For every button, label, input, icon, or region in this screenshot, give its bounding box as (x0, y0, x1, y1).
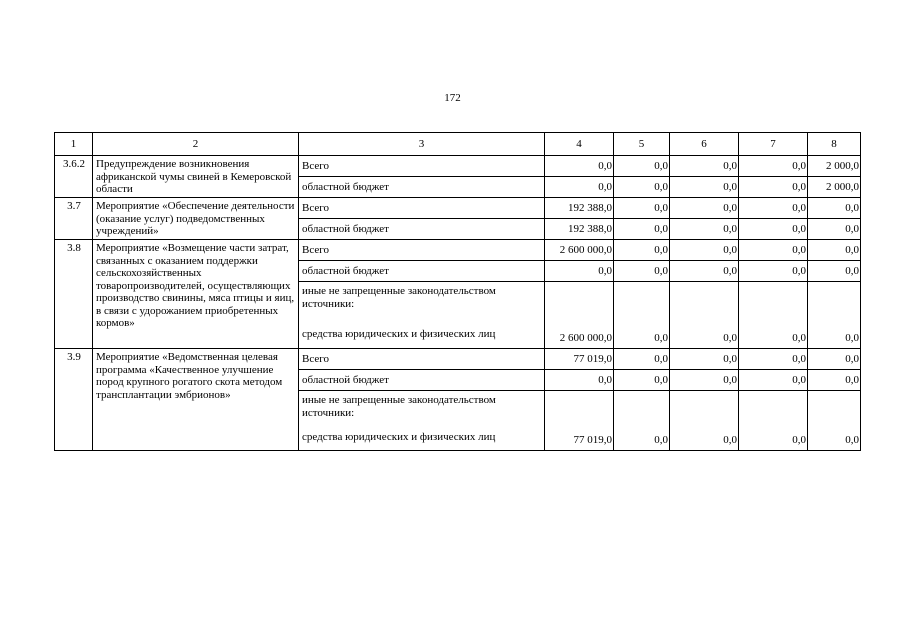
value-cell: 0,0 (670, 282, 739, 349)
value-cell: 77 019,0 (545, 391, 614, 451)
value-cell: 0,0 (614, 349, 670, 370)
item-name: Мероприятие «Возмещение части затрат, связанных с оказанием поддержки сельскохозяйственных товаропроизводителей, осуществляющих производство свинины, мяса птицы и яиц, в связи с удорожанием приобретенных кормов» (93, 240, 299, 349)
value-cell: 0,0 (614, 219, 670, 240)
header-cell: 2 (93, 133, 299, 156)
value-cell: 0,0 (670, 198, 739, 219)
value-cell: 2 000,0 (808, 156, 861, 177)
value-cell: 0,0 (614, 156, 670, 177)
value-cell: 0,0 (614, 282, 670, 349)
source-label: областной бюджет (299, 261, 545, 282)
value-cell: 0,0 (808, 370, 861, 391)
header-cell: 1 (55, 133, 93, 156)
value-cell: 0,0 (739, 261, 808, 282)
table-row (55, 349, 861, 370)
source-label: Всего (299, 198, 545, 219)
source-label: областной бюджет (299, 370, 545, 391)
value-cell: 0,0 (545, 370, 614, 391)
value-cell: 0,0 (808, 261, 861, 282)
other-sources-label: иные не запрещенные законодательством источники: (302, 394, 496, 419)
value-cell: 0,0 (808, 282, 861, 349)
value-cell: 0,0 (808, 198, 861, 219)
value-cell: 0,0 (614, 177, 670, 198)
page-number: 172 (444, 92, 461, 104)
value-cell: 0,0 (670, 370, 739, 391)
item-id: 3.6.2 (55, 156, 93, 198)
value-cell: 0,0 (670, 391, 739, 451)
value-cell: 0,0 (808, 219, 861, 240)
header-cell: 5 (614, 133, 670, 156)
header-cell: 7 (739, 133, 808, 156)
item-name: Предупреждение возникновения африканской чумы свиней в Кемеровской области (93, 156, 299, 198)
value-cell: 0,0 (739, 219, 808, 240)
value-cell: 0,0 (808, 349, 861, 370)
item-id: 3.8 (55, 240, 93, 349)
item-name: Мероприятие «Ведомственная целевая программа «Качественное улучшение пород крупного рогатого скота методом трансплантации эмбрионов» (93, 349, 299, 451)
table-row (55, 156, 861, 177)
value-cell: 0,0 (614, 198, 670, 219)
table-row (55, 198, 861, 219)
source-label: областной бюджет (299, 177, 545, 198)
value-cell: 0,0 (545, 156, 614, 177)
header-cell: 3 (299, 133, 545, 156)
value-cell: 2 600 000,0 (545, 282, 614, 349)
value-cell: 0,0 (614, 240, 670, 261)
source-label (299, 282, 545, 349)
value-cell: 0,0 (739, 391, 808, 451)
value-cell: 0,0 (614, 261, 670, 282)
other-sources-label: иные не запрещенные законодательством источники: (302, 285, 496, 310)
item-id: 3.7 (55, 198, 93, 240)
value-cell: 0,0 (670, 240, 739, 261)
value-cell: 0,0 (670, 156, 739, 177)
header-cell: 6 (670, 133, 739, 156)
value-cell: 0,0 (739, 198, 808, 219)
source-label: областной бюджет (299, 219, 545, 240)
value-cell: 0,0 (614, 370, 670, 391)
header-cell: 8 (808, 133, 861, 156)
value-cell: 192 388,0 (545, 219, 614, 240)
value-cell: 0,0 (670, 177, 739, 198)
value-cell: 0,0 (670, 219, 739, 240)
value-cell: 0,0 (739, 177, 808, 198)
value-cell: 2 000,0 (808, 177, 861, 198)
value-cell: 0,0 (545, 177, 614, 198)
source-label: Всего (299, 156, 545, 177)
item-id: 3.9 (55, 349, 93, 451)
value-cell: 2 600 000,0 (545, 240, 614, 261)
header-cell: 4 (545, 133, 614, 156)
value-cell: 0,0 (739, 370, 808, 391)
value-cell: 0,0 (739, 156, 808, 177)
value-cell: 0,0 (739, 349, 808, 370)
funding-table (54, 132, 861, 451)
value-cell: 0,0 (545, 261, 614, 282)
value-cell: 0,0 (739, 282, 808, 349)
table-row (55, 240, 861, 261)
legal-entities-label: средства юридических и физических лиц (302, 328, 496, 340)
value-cell: 0,0 (670, 261, 739, 282)
source-label (299, 391, 545, 451)
value-cell: 0,0 (670, 349, 739, 370)
source-label: Всего (299, 240, 545, 261)
value-cell: 0,0 (739, 240, 808, 261)
value-cell: 192 388,0 (545, 198, 614, 219)
value-cell: 0,0 (614, 391, 670, 451)
legal-entities-label: средства юридических и физических лиц (302, 431, 496, 443)
item-name: Мероприятие «Обеспечение деятельности (оказание услуг) подведомственных учреждений» (93, 198, 299, 240)
source-label: Всего (299, 349, 545, 370)
value-cell: 0,0 (808, 391, 861, 451)
value-cell: 77 019,0 (545, 349, 614, 370)
header-row (55, 133, 861, 156)
value-cell: 0,0 (808, 240, 861, 261)
